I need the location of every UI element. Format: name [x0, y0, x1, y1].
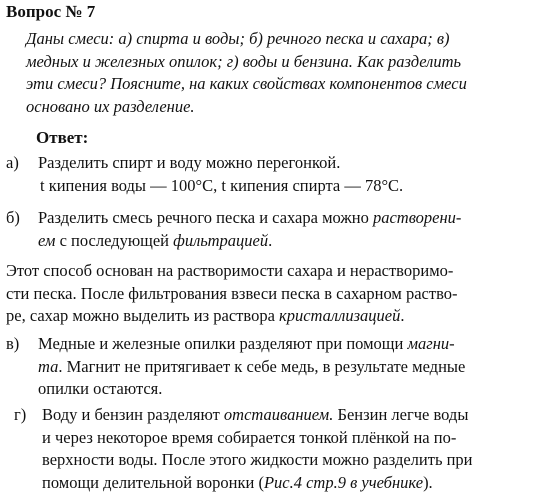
emphasis-run: отстаиванием. [223, 405, 334, 424]
text-run: . [268, 230, 273, 250]
item-marker-a: а) [6, 153, 19, 172]
answer-line: верхности воды. После этого жидкости можно разделить при [42, 450, 473, 469]
text-run: Бензин легче воды [333, 405, 469, 424]
answer-line: и через некоторое время собирается тонкой плёнкой на по- [42, 427, 457, 447]
answer-heading: Ответ: [36, 128, 89, 147]
emphasis-run: растворени- [372, 208, 462, 227]
text-run: . Магнит не притягивает к себе медь, в результате медные [58, 356, 466, 376]
question-title: Вопрос № 7 [6, 2, 96, 21]
text-run: . [400, 306, 405, 325]
emphasis-run: кристаллизацией [279, 306, 401, 325]
text-run: ). [423, 472, 433, 492]
question-line: Даны смеси: а) спирта и воды; б) речного песка и сахара; в) [26, 29, 450, 48]
text-run: Медные и железные опилки разделяют при помощи [38, 334, 408, 353]
item-marker-d: г) [14, 405, 27, 424]
answer-item-d [42, 404, 473, 494]
answer-line [38, 207, 461, 230]
emphasis-run: та [38, 356, 59, 376]
answer-line: Разделить спирт и воду можно перегонкой. [38, 153, 341, 172]
text-run: ре, сахар можно выделить из раствора [6, 306, 280, 325]
question-text [26, 28, 532, 118]
emphasis-run: ем [38, 230, 56, 250]
paragraph-line: сти песка. После фильтрования взвеси песка в сахарном раство- [6, 283, 458, 303]
answer-line [38, 333, 465, 356]
text-run: с последующей [55, 230, 174, 250]
answer-item-b [38, 207, 461, 252]
emphasis-run: фильтрацией [173, 230, 269, 250]
answer-line: опилки остаются. [38, 379, 163, 398]
question-line: основано их разделение. [26, 96, 195, 116]
answer-line [42, 472, 473, 495]
emphasis-run: магни- [407, 334, 455, 353]
paragraph-line [6, 305, 458, 328]
item-marker-b: б) [6, 208, 20, 227]
answer-item-c [38, 333, 465, 401]
text-run: Воду и бензин разделяют [42, 405, 224, 424]
question-line: медных и железных опилок; г) воды и бензина. Как разделить [26, 51, 462, 71]
emphasis-run: Рис.4 стр.9 в учебнике [263, 472, 424, 492]
answer-line [38, 230, 461, 253]
explanation-paragraph [6, 260, 458, 328]
answer-line [42, 404, 473, 427]
answer-line [38, 356, 465, 379]
text-run: Разделить смесь речного песка и сахара можно [38, 208, 373, 227]
question-line: эти смеси? Поясните, на каких свойствах компонентов смеси [26, 74, 467, 93]
item-marker-c: в) [6, 334, 20, 353]
text-run: помощи делительной воронки ( [42, 472, 264, 492]
answer-line: t кипения воды — 100°С, t кипения спирта — 78°С. [40, 175, 404, 195]
answer-item-a [38, 152, 403, 197]
paragraph-line: Этот способ основан на растворимости сахара и нерастворимо- [6, 261, 454, 280]
